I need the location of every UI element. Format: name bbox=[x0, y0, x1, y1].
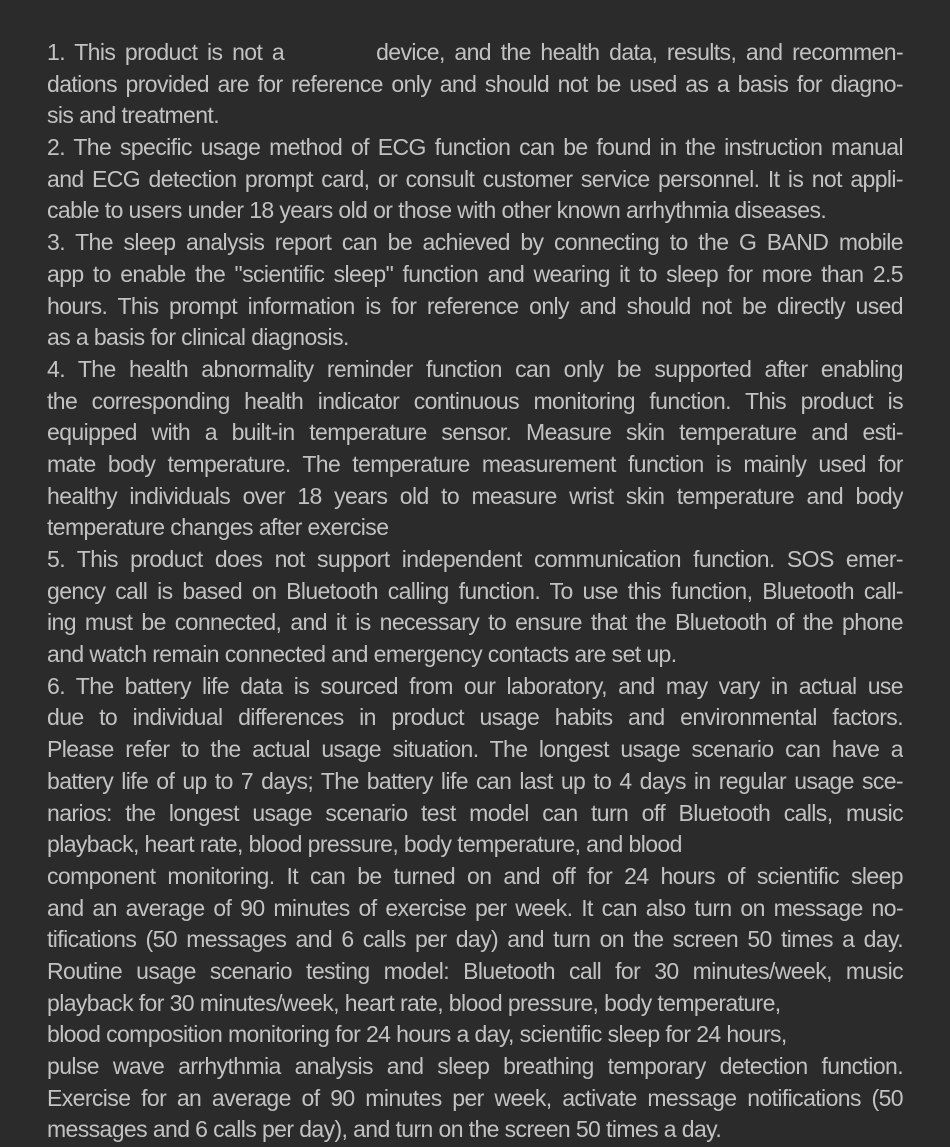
text-line: tifications (50 messages and 6 calls per day) and turn on the screen 50 times a day. bbox=[47, 926, 903, 953]
text-line: pulse wave arrhythmia analysis and sleep breathing temporary detection function. bbox=[47, 1053, 903, 1079]
text-line: playback, heart rate, blood pressure, body temperature, and blood bbox=[47, 831, 682, 858]
text-line: ing must be connected, and it is necessary to ensure that the Bluetooth of the phone bbox=[47, 609, 903, 636]
disclaimer-item-5 bbox=[47, 544, 903, 671]
text-line: the corresponding health indicator continuous monitoring function. This product is bbox=[47, 387, 903, 414]
text-line: dations provided are for reference only and should not be used as a basis for diagno- bbox=[47, 70, 903, 97]
disclaimer-text-block bbox=[47, 37, 903, 1146]
text-line: and watch remain connected and emergency contacts are set up. bbox=[47, 641, 677, 668]
text-line: 5. This product does not support independent communication function. SOS emer- bbox=[47, 546, 903, 572]
text-line: temperature changes after exercise bbox=[47, 514, 389, 541]
text-line: cable to users under 18 years old or those with other known arrhythmia diseases. bbox=[47, 197, 827, 224]
text-line: playback for 30 minutes/week, heart rate, blood pressure, body temperature, bbox=[47, 989, 781, 1016]
text-line: messages and 6 calls per day), and turn on the screen 50 times a day. bbox=[47, 1116, 722, 1143]
text-line: 1. This product is not a device, and the health data, results, and recommen- bbox=[47, 39, 903, 65]
text-line: component monitoring. It can be turned on and off for 24 hours of scientific sleep bbox=[47, 862, 903, 889]
disclaimer-item-6 bbox=[47, 671, 903, 1146]
text-line: as a basis for clinical diagnosis. bbox=[47, 324, 349, 351]
disclaimer-item-1 bbox=[47, 37, 903, 132]
text-line: 3. The sleep analysis report can be achieved by connecting to the G BAND mobile bbox=[47, 229, 903, 256]
text-line: 2. The specific usage method of ECG function can be found in the instruction manual bbox=[47, 134, 903, 161]
text-line: narios: the longest usage scenario test model can turn off Bluetooth calls, music bbox=[47, 799, 903, 826]
text-line: hours. This prompt information is for reference only and should not be directly used bbox=[47, 292, 903, 319]
text-line: Exercise for an average of 90 minutes per week, activate message notifications (50 bbox=[47, 1084, 903, 1111]
text-line: battery life of up to 7 days; The battery life can last up to 4 days in regular usage sce- bbox=[47, 767, 903, 794]
text-line: blood composition monitoring for 24 hours a day, scientific sleep for 24 hours, bbox=[47, 1021, 787, 1048]
text-line: healthy individuals over 18 years old to measure wrist skin temperature and body bbox=[47, 482, 903, 509]
disclaimer-item-3 bbox=[47, 227, 903, 354]
text-line: equipped with a built-in temperature sensor. Measure skin temperature and esti- bbox=[47, 419, 903, 446]
disclaimer-item-2 bbox=[47, 132, 903, 227]
text-line: Please refer to the actual usage situation. The longest usage scenario can have a bbox=[47, 736, 903, 763]
text-line: Routine usage scenario testing model: Bluetooth call for 30 minutes/week, music bbox=[47, 957, 903, 984]
text-line: app to enable the "scientific sleep" function and wearing it to sleep for more than 2.5 bbox=[47, 260, 903, 287]
disclaimer-item-4 bbox=[47, 354, 903, 544]
text-line: mate body temperature. The temperature measurement function is mainly used for bbox=[47, 450, 903, 477]
text-line: 6. The battery life data is sourced from our laboratory, and may vary in actual use bbox=[47, 672, 903, 699]
text-line: and ECG detection prompt card, or consult customer service personnel. It is not appli- bbox=[47, 165, 903, 192]
text-line: 4. The health abnormality reminder function can only be supported after enabling bbox=[47, 355, 903, 382]
text-line: gency call is based on Bluetooth calling function. To use this function, Bluetooth call- bbox=[47, 577, 903, 604]
text-line: and an average of 90 minutes of exercise per week. It can also turn on message no- bbox=[47, 894, 903, 921]
text-line: due to individual differences in product usage habits and environmental factors. bbox=[47, 704, 903, 731]
text-line: sis and treatment. bbox=[47, 102, 220, 129]
